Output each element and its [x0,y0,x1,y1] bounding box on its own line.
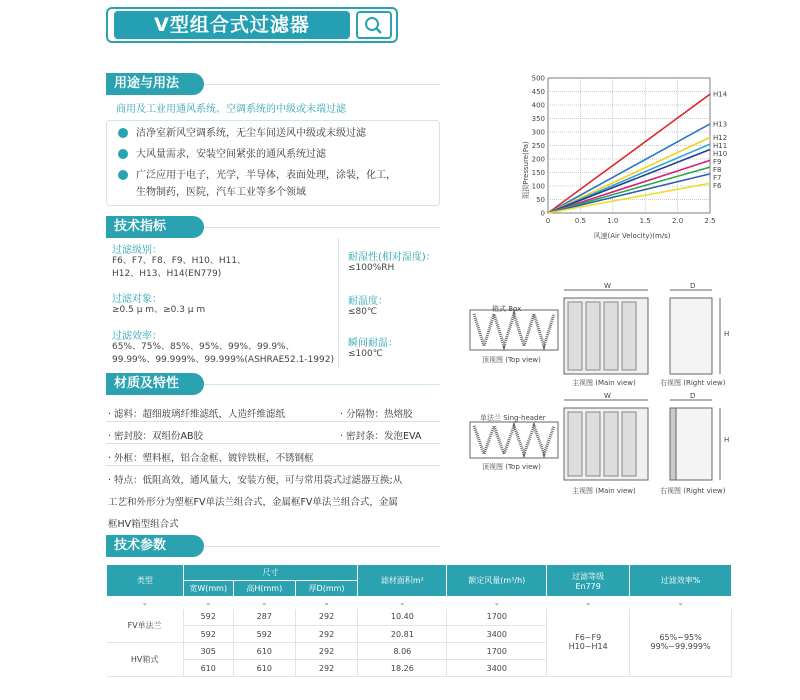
width-label: W [604,282,611,290]
params-heading: 技术参数 [106,535,204,557]
search-icon [358,13,390,37]
table-row [107,609,732,626]
depth-label: D [690,282,696,290]
right-view-label: 右视图 (Right view) [660,487,726,495]
sing-header-label: 单法兰 Sing-header [480,414,546,422]
cell: 292 [295,609,357,626]
main-view-label: 主视图 (Main view) [572,379,636,387]
page-title: V型组合式过滤器 [114,11,350,39]
top-view-label: 顶视图 (Top view) [482,356,541,364]
x-tick-label: 1.0 [607,217,619,225]
grade-value: H12、H13、H14(EN779) [112,269,222,279]
chevron-down-icon: ⌄ [323,598,330,608]
instant-temp-value: ≤100℃ [348,349,383,359]
col-type: 类型 [107,565,184,597]
usage-item: 大风量需求，安装空间紧张的通风系统过滤 [136,149,326,160]
chevron-down-icon: ⌄ [260,598,268,608]
pressure-chart [500,70,740,245]
col-flow: 额定风量(m³/h) [447,565,547,597]
material-item: 工艺和外形分为塑框FV单法兰组合式，金属框FV单法兰组合式，金属 [108,497,398,508]
depth-label: D [690,392,696,400]
col-width: 宽W(mm) [183,581,233,597]
box-label: 箱式 Box [492,305,522,313]
y-tick-label: 250 [531,142,545,150]
specs-heading: 技术指标 [106,216,204,238]
y-tick-label: 400 [531,101,545,110]
y-tick-label: 50 [536,196,545,204]
cell: 592 [183,609,233,626]
height-label: H [724,436,730,444]
sing-header-diagram [462,388,742,498]
top-view-label: 顶视图 (Top view) [482,463,541,471]
chevron-down-icon: ⌄ [204,598,212,608]
y-tick-label: 200 [531,155,545,164]
series-label-h10: H10 [713,149,728,158]
material-item: · 外框：塑料框，铝合金框、镀锌铁框，不锈钢框 [108,453,314,464]
divider [106,465,440,466]
divider [106,443,440,444]
y-tick-label: 450 [531,88,545,96]
main-view-label: 主视图 (Main view) [572,487,636,495]
width-label: W [604,392,611,400]
bullet-icon [118,149,128,159]
cell: 305 [183,643,233,660]
x-axis-label: 风速(Air Velocity)(m/s) [593,232,671,240]
material-item: · 密封胶：双组份AB胶 [108,431,204,442]
efficiency-value: 99.99%、99.999%、99.999%(ASHRAE52.1-1992) [112,355,334,365]
cell: 287 [233,609,295,626]
col-grade: 过滤等级 En779 [547,565,630,597]
col-depth: 厚D(mm) [295,581,357,597]
cell: 18.26 [358,660,447,677]
bullet-icon [118,170,128,180]
chevron-down-icon: ⌄ [677,598,684,608]
y-axis-label: 阻损Pressure(Pa) [522,141,530,199]
usage-subtitle: 商用及工业用通风系统、空调系统的中级或末端过滤 [116,104,346,115]
col-efficiency: 过滤效率% [630,565,732,597]
y-tick-label: 300 [531,128,545,137]
x-tick-label: 1.5 [639,217,651,225]
target-label: 过滤对象： [112,294,162,305]
cell: 8.06 [358,643,447,660]
humidity-value: ≤100%RH [348,263,395,273]
x-tick-label: 2.5 [704,217,716,225]
material-item: · 滤料：超细玻璃纤维滤纸，人造纤维滤纸 [108,409,286,420]
title-box [106,7,398,43]
grade-label: 过滤级别： [112,245,162,256]
usage-item: 生物制药，医院，汽车工业等多个领域 [136,187,306,198]
right-view-label: 右视图 (Right view) [660,379,726,387]
chevron-down-icon: ⌄ [493,598,501,608]
cell: 10.40 [358,609,447,626]
efficiency-label: 过滤效率： [112,331,162,342]
y-tick-label: 500 [531,74,545,83]
cell: 20.81 [358,626,447,643]
efficiency-cell: 65%~95% 99%~99.999% [630,609,732,677]
cell: 610 [233,643,295,660]
x-tick-label: 2.0 [672,217,684,225]
material-item: · 特点：低阻高效，通风量大，安装方便，可与常用袋式过滤器互换;从 [108,475,403,486]
materials-heading: 材质及特性 [106,373,204,395]
cell: 3400 [447,660,547,677]
x-tick-label: 0.5 [574,217,586,225]
col-area: 滤材面积m² [358,565,447,597]
usage-heading: 用途与用法 [106,73,204,95]
col-height: 高H(mm) [233,581,295,597]
material-item: · 分隔物：热熔胶 [340,409,413,420]
cell: 1700 [447,609,547,626]
cell: 592 [233,626,295,643]
material-item: · 密封条：发泡EVA [340,431,422,442]
material-item: 框HV箱型组合式 [108,519,179,530]
chevron-down-icon: ⌄ [141,598,149,608]
type-cell: HV箱式 [107,643,184,677]
type-cell: FV单法兰 [107,609,184,643]
search-button[interactable] [356,11,392,39]
series-label-h12: H12 [713,133,728,142]
params-table [106,564,732,677]
series-label-h14: H14 [713,90,728,99]
grade-value: F6、F7、F8、F9、H10、H11、 [112,256,247,266]
series-label-h11: H11 [713,141,728,150]
cell: 592 [183,626,233,643]
usage-item: 洁净室新风空调系统，无尘车间送风中级或末级过滤 [136,128,366,139]
chevron-down-icon: ⌄ [398,598,406,608]
usage-item: 广泛应用于电子，光学，半导体，表面处理，涂装，化工， [136,170,396,181]
cell: 292 [295,643,357,660]
col-size: 尺寸 [183,565,357,581]
bullet-icon [118,128,128,138]
efficiency-value: 65%、75%、85%、95%、99%、99.9%、 [112,342,295,352]
series-label-f6: F6 [713,181,722,190]
box-diagram [462,270,742,390]
target-value: ≥0.5 μ m、≥0.3 μ m [112,305,206,315]
cell: 610 [183,660,233,677]
cell: 610 [233,660,295,677]
cell: 1700 [447,643,547,660]
divider [106,421,440,422]
series-label-h13: H13 [713,120,728,129]
x-tick-label: 0 [545,217,551,225]
temperature-value: ≤80℃ [348,307,378,317]
y-tick-label: 150 [531,169,545,177]
series-label-f8: F8 [713,165,722,174]
y-tick-label: 100 [531,182,545,191]
series-label-f9: F9 [713,157,722,166]
divider [338,238,339,368]
temperature-label: 耐温度： [348,296,388,307]
cell: 292 [295,626,357,643]
cell: 292 [295,660,357,677]
y-tick-label: 0 [540,209,545,218]
series-label-f7: F7 [713,173,722,182]
humidity-label: 耐湿性(相对湿度)： [348,252,436,263]
height-label: H [724,330,730,338]
y-tick-label: 350 [531,115,545,123]
instant-temp-label: 瞬间耐温： [348,338,398,349]
chevron-down-icon: ⌄ [584,598,592,608]
grade-cell: F6~F9 H10~H14 [547,609,630,677]
cell: 3400 [447,626,547,643]
